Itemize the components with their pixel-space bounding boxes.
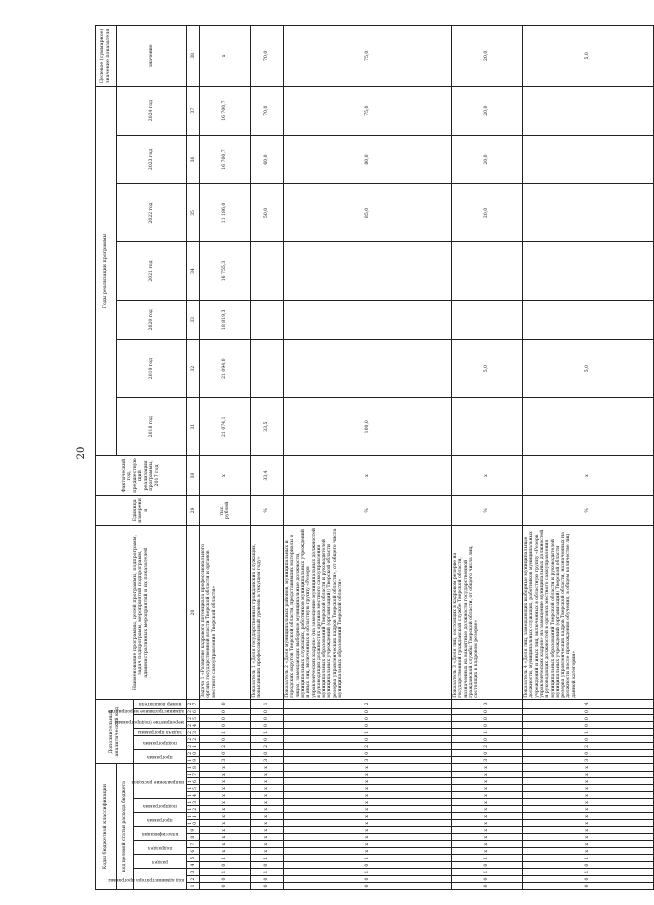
code-cell: 0 bbox=[200, 715, 251, 722]
unit-cell: % bbox=[523, 495, 654, 525]
vheader-task: задача программы bbox=[134, 729, 187, 736]
year-value-cell bbox=[452, 242, 523, 300]
year-2019-header: 2019 год bbox=[117, 340, 187, 398]
code-cell: 0 bbox=[284, 736, 452, 743]
code-cell: 1 bbox=[200, 855, 251, 862]
code-cell: x bbox=[452, 848, 523, 855]
code-cell: 0 bbox=[523, 708, 654, 715]
code-cell: x bbox=[523, 820, 654, 827]
code-cell: 1 bbox=[200, 729, 251, 736]
code-cell: x bbox=[284, 764, 452, 771]
code-cell: 0 bbox=[452, 862, 523, 869]
code-cell: 1 bbox=[452, 855, 523, 862]
column-number: 24 bbox=[187, 722, 200, 729]
code-cell: x bbox=[452, 820, 523, 827]
row-name-cell: Показатель 1 «Доля государственных гражданских служащих, повысивших профессиональный уровень в текущем году» bbox=[251, 525, 284, 699]
column-number: 9 bbox=[187, 827, 200, 834]
column-number: 37 bbox=[187, 86, 200, 135]
code-cell: 0 bbox=[452, 722, 523, 729]
column-number: 21 bbox=[187, 743, 200, 750]
year-value-cell: 50,0 bbox=[251, 184, 284, 242]
code-cell: x bbox=[452, 792, 523, 799]
code-cell: 0 bbox=[251, 862, 284, 869]
column-number: 22 bbox=[187, 736, 200, 743]
year-value-cell: 70,0 bbox=[251, 86, 284, 135]
code-cell: 0 bbox=[251, 883, 284, 890]
code-cell: 2 bbox=[523, 743, 654, 750]
year-value-cell: 85,0 bbox=[284, 184, 452, 242]
year-value-cell bbox=[523, 86, 654, 135]
row-name-cell: Показатель 3 «Доля лиц, состоящих в кадровом резерве на государственной гражданской службе Тверской области, назначенных на вакантные должности государственной гражданской службы Тверской области, от общего числа лиц, состоящих в кадровом резерве» bbox=[452, 525, 523, 699]
code-cell: x bbox=[284, 827, 452, 834]
year-value-cell bbox=[452, 300, 523, 340]
column-number: 12 bbox=[187, 806, 200, 813]
code-cell: x bbox=[452, 764, 523, 771]
code-cell: 0 bbox=[284, 862, 452, 869]
year-2020-header: 2020 год bbox=[117, 300, 187, 340]
vheader-subsection: подраздел bbox=[134, 841, 187, 855]
fact-value-cell: x bbox=[452, 456, 523, 496]
code-cell: x bbox=[523, 792, 654, 799]
code-cell: x bbox=[200, 785, 251, 792]
year-value-cell: 16 700,7 bbox=[200, 86, 251, 135]
code-cell: 0 bbox=[523, 876, 654, 883]
year-value-cell bbox=[523, 398, 654, 456]
code-cell: 0 bbox=[452, 750, 523, 757]
code-cell: x bbox=[523, 813, 654, 820]
column-number: 38 bbox=[187, 26, 200, 87]
unit-column-header: Единица измерения bbox=[96, 495, 187, 525]
code-cell: x bbox=[284, 799, 452, 806]
code-cell: 0 bbox=[284, 750, 452, 757]
year-value-cell bbox=[284, 340, 452, 398]
year-value-cell: 20,0 bbox=[452, 135, 523, 184]
code-cell: x bbox=[452, 834, 523, 841]
year-value-cell bbox=[284, 242, 452, 300]
code-cell: x bbox=[452, 827, 523, 834]
final-value-cell: 75,0 bbox=[284, 26, 452, 87]
code-cell: 0 bbox=[251, 722, 284, 729]
code-cell: x bbox=[523, 834, 654, 841]
unit-cell: % bbox=[284, 495, 452, 525]
column-number: 31 bbox=[187, 398, 200, 456]
vheader-program: программа bbox=[134, 813, 187, 827]
code-cell: x bbox=[251, 806, 284, 813]
column-number: 7 bbox=[187, 841, 200, 848]
code-cell: 0 bbox=[200, 750, 251, 757]
code-cell: x bbox=[251, 813, 284, 820]
code-cell: x bbox=[200, 792, 251, 799]
final-value-subheader: значение bbox=[117, 26, 187, 87]
program-indicators-table bbox=[95, 25, 654, 890]
code-cell: x bbox=[452, 785, 523, 792]
code-cell: 0 bbox=[523, 862, 654, 869]
column-number: 20 bbox=[187, 750, 200, 757]
year-value-cell: 16 700,7 bbox=[200, 135, 251, 184]
column-number: 25 bbox=[187, 715, 200, 722]
year-value-cell: 100,0 bbox=[284, 398, 452, 456]
vheader-add-program: программа bbox=[134, 750, 187, 764]
column-number: 35 bbox=[187, 184, 200, 242]
unit-cell: тыс. рублей bbox=[200, 495, 251, 525]
code-cell: 0 bbox=[452, 883, 523, 890]
code-cell: 0 bbox=[251, 750, 284, 757]
year-value-cell: 18 819,3 bbox=[200, 300, 251, 340]
code-cell: x bbox=[452, 778, 523, 785]
code-cell: x bbox=[200, 771, 251, 778]
year-2023-header: 2023 год bbox=[117, 135, 187, 184]
vheader-admin-activity: административное мероприятие bbox=[134, 708, 187, 715]
fact-value-cell: x bbox=[200, 456, 251, 496]
code-cell: x bbox=[200, 848, 251, 855]
code-cell: x bbox=[251, 848, 284, 855]
code-cell: 3 bbox=[452, 700, 523, 708]
column-number: 15 bbox=[187, 785, 200, 792]
code-cell: 0 bbox=[200, 862, 251, 869]
column-number: 28 bbox=[187, 525, 200, 699]
code-cell: x bbox=[452, 841, 523, 848]
column-number: 18 bbox=[187, 764, 200, 771]
column-number: 10 bbox=[187, 820, 200, 827]
code-cell: 0 bbox=[452, 708, 523, 715]
code-cell: x bbox=[251, 792, 284, 799]
unit-cell: % bbox=[251, 495, 284, 525]
code-cell: 1 bbox=[284, 855, 452, 862]
code-cell: 0 bbox=[452, 876, 523, 883]
year-value-cell bbox=[523, 242, 654, 300]
column-number: 29 bbox=[187, 495, 200, 525]
code-cell: x bbox=[523, 771, 654, 778]
code-cell: x bbox=[251, 785, 284, 792]
year-value-cell: 20,0 bbox=[452, 184, 523, 242]
year-value-cell: 5,0 bbox=[452, 340, 523, 398]
code-cell: 1 bbox=[284, 729, 452, 736]
final-value-header: Целевое (суммарное) значение показателя bbox=[96, 26, 117, 87]
year-value-cell: 21 074,1 bbox=[200, 398, 251, 456]
code-cell: x bbox=[251, 820, 284, 827]
code-cell: x bbox=[251, 764, 284, 771]
vheader-subprogram: подпрограмма bbox=[134, 799, 187, 813]
code-cell: 0 bbox=[523, 715, 654, 722]
year-2021-header: 2021 год bbox=[117, 242, 187, 300]
column-number: 32 bbox=[187, 340, 200, 398]
code-cell: 3 bbox=[523, 757, 654, 764]
code-cell: x bbox=[251, 827, 284, 834]
year-2024-header: 2024 год bbox=[117, 86, 187, 135]
code-cell: 1 bbox=[523, 855, 654, 862]
code-cell: 0 bbox=[251, 736, 284, 743]
code-cell: 0 bbox=[200, 700, 251, 708]
code-cell: 2 bbox=[251, 743, 284, 750]
code-cell: 0 bbox=[523, 722, 654, 729]
code-cell: x bbox=[284, 785, 452, 792]
code-cell: x bbox=[523, 785, 654, 792]
code-cell: 0 bbox=[251, 876, 284, 883]
year-value-cell bbox=[523, 300, 654, 340]
code-cell: x bbox=[251, 834, 284, 841]
vheader-activity: мероприятие (подпрограмма) bbox=[134, 715, 187, 729]
code-cell: x bbox=[284, 792, 452, 799]
code-cell: x bbox=[523, 799, 654, 806]
code-cell: 1 bbox=[452, 729, 523, 736]
header-row-1 bbox=[96, 26, 117, 890]
code-cell: x bbox=[284, 848, 452, 855]
page-number: 20 bbox=[76, 446, 87, 460]
year-value-cell bbox=[523, 135, 654, 184]
year-value-cell bbox=[251, 340, 284, 398]
fact-value-cell: 33,4 bbox=[251, 456, 284, 496]
column-number: 5 bbox=[187, 855, 200, 862]
vheader-classification: классификация bbox=[134, 827, 187, 841]
code-cell: x bbox=[523, 827, 654, 834]
column-number: 11 bbox=[187, 813, 200, 820]
year-value-cell: 33,5 bbox=[251, 398, 284, 456]
code-cell: x bbox=[251, 778, 284, 785]
column-number-row bbox=[187, 26, 200, 890]
code-cell: 3 bbox=[452, 757, 523, 764]
year-value-cell bbox=[452, 398, 523, 456]
code-cell: 1 bbox=[251, 700, 284, 708]
code-cell: 2 bbox=[452, 743, 523, 750]
table-row-indicator-1 bbox=[251, 26, 284, 890]
vheader-section: раздел bbox=[134, 855, 187, 869]
row-name-cell: Задача 1 «Развитие кадрового потенциала профессионального органа государственной власти Тверской области и органов местного самоуправления Тверской области» bbox=[200, 525, 251, 699]
vheader-indicator-number: номер показателя bbox=[134, 700, 187, 708]
final-value-cell: 20,0 bbox=[452, 26, 523, 87]
code-cell: x bbox=[284, 834, 452, 841]
code-cell: 0 bbox=[251, 715, 284, 722]
column-number: 30 bbox=[187, 456, 200, 496]
code-cell: 0 bbox=[523, 736, 654, 743]
column-number: 2 bbox=[187, 876, 200, 883]
code-cell: x bbox=[523, 848, 654, 855]
year-value-cell: 21 094,0 bbox=[200, 340, 251, 398]
code-cell: x bbox=[523, 778, 654, 785]
code-cell: x bbox=[284, 778, 452, 785]
rotated-table-container bbox=[95, 25, 591, 890]
code-cell: x bbox=[200, 813, 251, 820]
vheader-admin: код администратора программы bbox=[134, 869, 187, 890]
code-cell: 0 bbox=[523, 750, 654, 757]
year-value-cell: 11 186,0 bbox=[200, 184, 251, 242]
row-name-cell: Показатель 2 «Доля муниципальных районов, муниципальных и городских округов Тверской области, представивших материалы о лицах, замещающих выборные муниципальные должности, муниципальных служащих, работников муниципальных учреждений и иных лиц, включенных в областную группу «Резерв управленческих кадров» (на замещение муниципальных должностей в руководящих должностях органов местного самоуправления муниципальных образований Тверской области и руководителей муниципальных учреждений (организаций)) Тверской области резерва управленческих кадров Тверской области», от общего числа муниципальных образований Тверской области» bbox=[284, 525, 452, 699]
code-cell: 1 bbox=[251, 869, 284, 876]
final-value-cell: 70,0 bbox=[251, 26, 284, 87]
fact-value-cell: x bbox=[523, 456, 654, 496]
code-cell: 0 bbox=[284, 722, 452, 729]
code-cell: x bbox=[200, 806, 251, 813]
code-cell: x bbox=[284, 813, 452, 820]
code-cell: x bbox=[200, 778, 251, 785]
code-cell: 0 bbox=[284, 876, 452, 883]
code-cell: 0 bbox=[452, 715, 523, 722]
column-number: 16 bbox=[187, 778, 200, 785]
code-cell: 0 bbox=[284, 708, 452, 715]
final-value-cell: 5,0 bbox=[523, 26, 654, 87]
additional-code-header: Дополнительный аналитический код bbox=[96, 700, 134, 764]
column-number: 13 bbox=[187, 799, 200, 806]
code-cell: x bbox=[284, 820, 452, 827]
column-number: 34 bbox=[187, 242, 200, 300]
code-cell: 0 bbox=[200, 722, 251, 729]
column-number: 36 bbox=[187, 135, 200, 184]
year-value-cell bbox=[251, 242, 284, 300]
column-number: 6 bbox=[187, 848, 200, 855]
code-cell: x bbox=[452, 813, 523, 820]
table-row-indicator-2 bbox=[284, 26, 452, 890]
code-cell: 0 bbox=[523, 883, 654, 890]
code-cell: 0 bbox=[452, 736, 523, 743]
code-cell: x bbox=[200, 827, 251, 834]
year-value-cell: 75,0 bbox=[284, 86, 452, 135]
code-cell: 2 bbox=[284, 700, 452, 708]
code-cell: x bbox=[452, 799, 523, 806]
year-value-cell: 5,0 bbox=[523, 340, 654, 398]
year-value-cell: 16 755,3 bbox=[200, 242, 251, 300]
code-cell: x bbox=[452, 771, 523, 778]
year-value-cell bbox=[251, 300, 284, 340]
code-cell: x bbox=[200, 834, 251, 841]
code-cell: x bbox=[452, 806, 523, 813]
code-cell: x bbox=[523, 841, 654, 848]
code-cell: 1 bbox=[452, 869, 523, 876]
code-cell: 3 bbox=[251, 757, 284, 764]
year-2022-header: 2022 год bbox=[117, 184, 187, 242]
column-number: 3 bbox=[187, 869, 200, 876]
code-cell: x bbox=[251, 799, 284, 806]
column-number: 26 bbox=[187, 708, 200, 715]
code-cell: 1 bbox=[200, 869, 251, 876]
unit-cell: % bbox=[452, 495, 523, 525]
code-cell: 2 bbox=[200, 743, 251, 750]
column-number: 14 bbox=[187, 792, 200, 799]
code-cell: x bbox=[284, 806, 452, 813]
years-group-header: Годы реализации программы bbox=[96, 86, 117, 456]
code-cell: x bbox=[251, 841, 284, 848]
column-number: 8 bbox=[187, 834, 200, 841]
table-row-indicator-3 bbox=[452, 26, 523, 890]
budget-codes-header: Коды бюджетной классификации bbox=[96, 764, 117, 890]
year-value-cell: 20,0 bbox=[452, 86, 523, 135]
fact-year-header: Фактический год, предшествующий реализации программы, 2017 год bbox=[96, 456, 187, 496]
code-cell: x bbox=[523, 806, 654, 813]
code-cell: 1 bbox=[284, 869, 452, 876]
code-cell: 4 bbox=[523, 700, 654, 708]
vheader-add-subprogram: подпрограмма bbox=[134, 736, 187, 750]
column-number: 19 bbox=[187, 757, 200, 764]
vheader-direction: направление расходов bbox=[134, 764, 187, 799]
code-cell: x bbox=[523, 764, 654, 771]
code-cell: x bbox=[200, 764, 251, 771]
code-cell: 0 bbox=[284, 883, 452, 890]
year-value-cell bbox=[284, 300, 452, 340]
code-cell: 3 bbox=[284, 757, 452, 764]
code-cell: 1 bbox=[251, 729, 284, 736]
fact-value-cell: x bbox=[284, 456, 452, 496]
code-cell: x bbox=[284, 841, 452, 848]
code-cell: 0 bbox=[284, 715, 452, 722]
year-2018-header: 2018 год bbox=[117, 398, 187, 456]
table-row-task-1 bbox=[200, 26, 251, 890]
table-row-indicator-4 bbox=[523, 26, 654, 890]
code-cell: 0 bbox=[200, 883, 251, 890]
code-cell: 2 bbox=[284, 743, 452, 750]
code-cell: 3 bbox=[200, 757, 251, 764]
final-value-cell: x bbox=[200, 26, 251, 87]
code-cell: 0 bbox=[200, 876, 251, 883]
code-cell: 0 bbox=[251, 708, 284, 715]
code-cell: x bbox=[284, 771, 452, 778]
code-cell: 0 bbox=[200, 736, 251, 743]
column-number: 27 bbox=[187, 700, 200, 708]
code-cell: x bbox=[200, 841, 251, 848]
name-column-header: Наименование программы, целей программы, подпрограмм, задач подпрограмм, мероприятий подпрограмм, административных мероприятий и их показателей bbox=[96, 525, 187, 699]
column-number: 4 bbox=[187, 862, 200, 869]
target-article-header: код целевой статьи расхода бюджета bbox=[117, 764, 134, 890]
code-cell: x bbox=[200, 799, 251, 806]
year-value-cell: 80,0 bbox=[284, 135, 452, 184]
code-cell: 1 bbox=[523, 869, 654, 876]
column-number: 33 bbox=[187, 300, 200, 340]
row-name-cell: Показатель 4 «Доля лиц, замещающих выборные муниципальные должности, муниципальных служащих, работников муниципальных учреждений и иных лиц, включенных в областную группу «Резерв управленческих кадров» на замещение муниципальных должностей и руководящих должностей в органах местного самоуправления муниципальных образований Тверской области и руководителей муниципальных учреждений (организаций) Тверской области резерва управленческих кадров Тверской области, назначенных на должности после прохождения обучения, в общем количестве лиц данной категории» bbox=[523, 525, 654, 699]
code-cell: x bbox=[251, 771, 284, 778]
year-value-cell: 60,0 bbox=[251, 135, 284, 184]
column-number: 23 bbox=[187, 729, 200, 736]
column-number: 1 bbox=[187, 883, 200, 890]
code-cell: 1 bbox=[523, 729, 654, 736]
code-cell: 0 bbox=[200, 708, 251, 715]
code-cell: x bbox=[200, 820, 251, 827]
year-value-cell bbox=[523, 184, 654, 242]
column-number: 17 bbox=[187, 771, 200, 778]
code-cell: 1 bbox=[251, 855, 284, 862]
